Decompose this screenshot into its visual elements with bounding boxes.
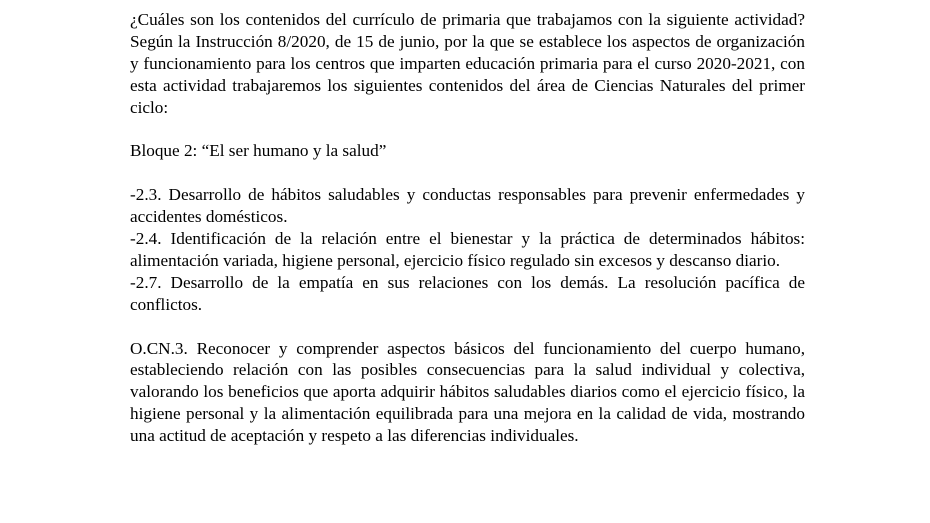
intro-paragraph: ¿Cuáles son los contenidos del currículo de primaria que trabajamos con la siguiente actividad? Según la Instrucción 8/2020, de 15 de junio, por la que se establece los aspectos de organización y funcionamiento para los centros que imparten educación primaria para el curso 2020-2021, con esta actividad trabajaremos los siguientes contenidos del área de Ciencias Naturales del primer ciclo: [130, 10, 805, 117]
spacer [130, 162, 805, 184]
spacer [130, 316, 805, 338]
document-body [130, 9, 805, 447]
content-item-2-4: -2.4. Identificación de la relación entre el bienestar y la práctica de determinados hábitos: alimentación variada, higiene personal, ejercicio físico regulado sin excesos y descanso diario. [130, 229, 805, 270]
objective-paragraph: O.CN.3. Reconocer y comprender aspectos básicos del funcionamiento del cuerpo humano, estableciendo relación con las posibles consecuencias para la salud individual y colectiva, valorando los beneficios que aporta adquirir hábitos saludables diarios como el ejercicio físico, la higiene personal y la alimentación equilibrada para una mejora en la calidad de vida, mostrando una actitud de aceptación y respeto a las diferencias individuales. [130, 338, 805, 446]
content-item-2-3: -2.3. Desarrollo de hábitos saludables y conductas responsables para prevenir enfermedades y accidentes domésticos. [130, 185, 805, 227]
content-item-2-7: -2.7. Desarrollo de la empatía en sus relaciones con los demás. La resolución pacífica de conflictos. [130, 272, 805, 314]
spacer [130, 119, 805, 141]
block-title: Bloque 2: “El ser humano y la salud” [130, 141, 387, 161]
